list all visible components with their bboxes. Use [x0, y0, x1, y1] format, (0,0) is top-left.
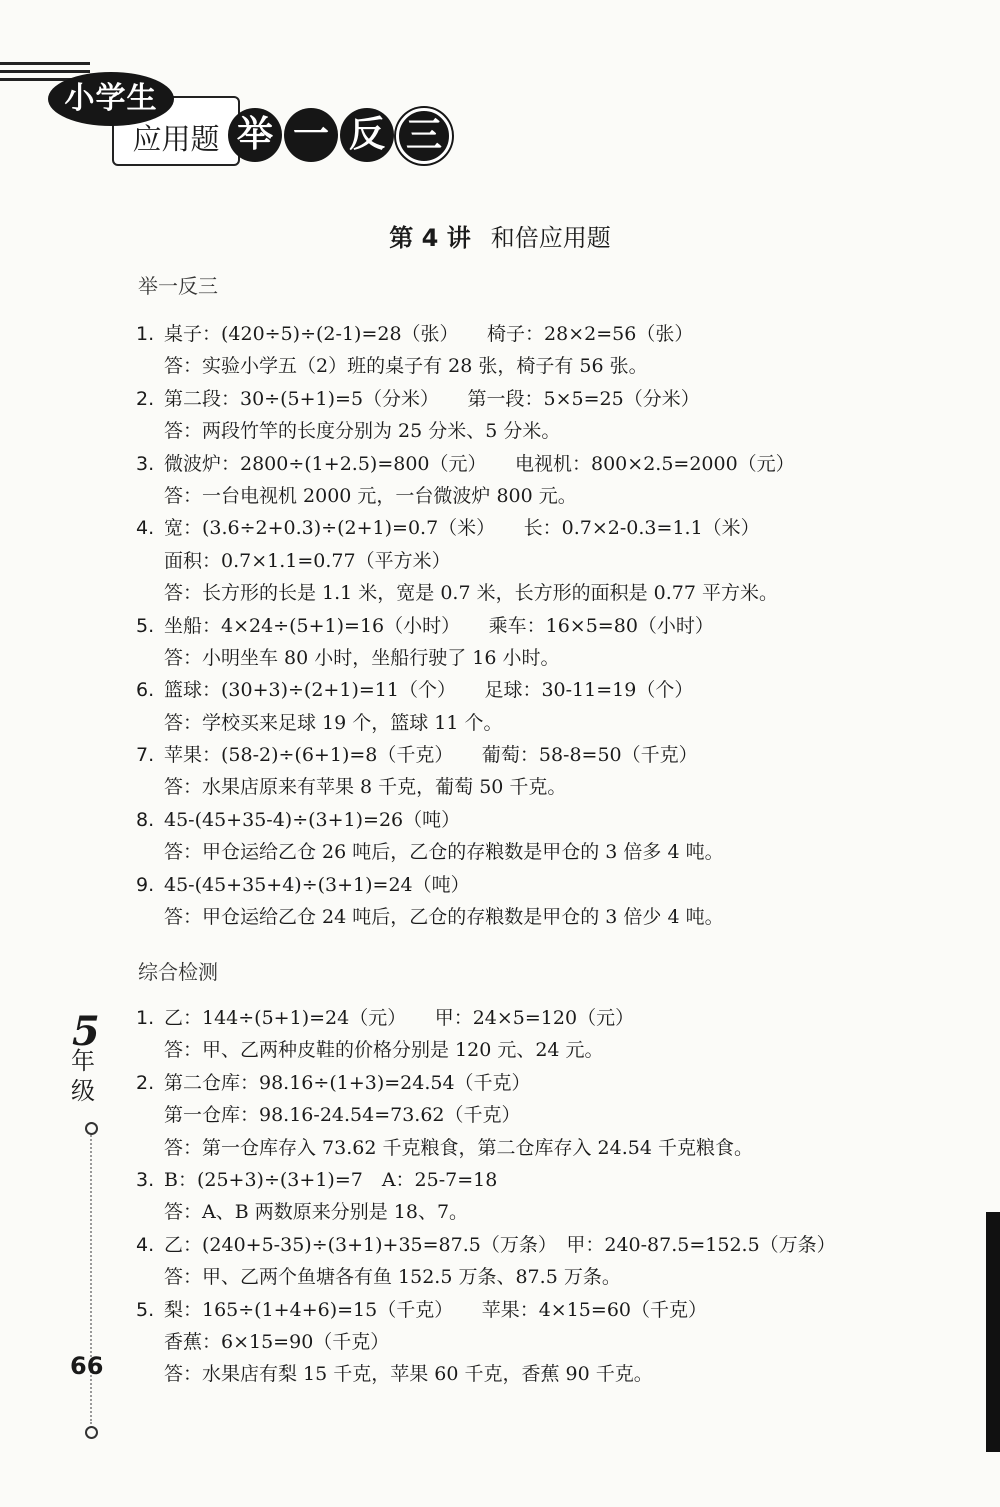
- line-text: 答：甲、乙两个鱼塘各有鱼 152.5 万条、87.5 万条。: [164, 1266, 621, 1289]
- answer-line: [136, 480, 936, 512]
- line-text: 答：第一仓库存入 73.62 千克粮食，第二仓库存入 24.54 千克粮食。: [164, 1136, 753, 1159]
- answer-line: [136, 1132, 936, 1164]
- logo-oval: 小学生: [48, 72, 174, 126]
- line-text: 答：水果店原来有苹果 8 千克，葡萄 50 千克。: [164, 776, 567, 799]
- answer-formula: [136, 610, 936, 642]
- answer-line: [136, 707, 936, 739]
- answer-formula: [136, 1294, 936, 1326]
- answer-formula: [136, 383, 936, 415]
- line-text: 坐船：4×24÷(5+1)=16（小时） 乘车：16×5=80（小时）: [164, 614, 714, 637]
- line-text: 答：实验小学五（2）班的桌子有 28 张，椅子有 56 张。: [164, 355, 648, 378]
- list-item: [136, 448, 936, 513]
- answer-formula: [136, 318, 936, 350]
- logo-box: 应用题: [112, 96, 240, 166]
- answer-formula: [136, 1164, 936, 1196]
- line-text: 第一仓库：98.16-24.54=73.62（千克）: [164, 1104, 521, 1127]
- answer-formula: [136, 512, 936, 544]
- list-item: [136, 1229, 936, 1294]
- line-text: 乙：(240+5-35)÷(3+1)+35=87.5（万条） 甲：240-87.5=152.5（万条）: [164, 1233, 836, 1256]
- section-heading: 综合检测: [138, 960, 218, 984]
- line-text: 答：一台电视机 2000 元，一台微波炉 800 元。: [164, 484, 577, 507]
- item-number: 4.: [136, 517, 155, 540]
- answer-line: [136, 1326, 936, 1358]
- page-title: [0, 218, 1000, 253]
- list-item: [136, 739, 936, 804]
- answer-formula: [136, 1229, 936, 1261]
- grade-number: 5: [72, 1008, 100, 1055]
- line-text: 答：A、B 两数原来分别是 18、7。: [164, 1201, 469, 1224]
- line-text: 45-(45+35-4)÷(3+1)=26（吨）: [164, 808, 461, 831]
- list-item: [136, 610, 936, 675]
- item-number: 5.: [136, 614, 155, 637]
- line-text: 第二段：30÷(5+1)=5（分米） 第一段：5×5=25（分米）: [164, 387, 700, 410]
- lecture-number: 第 4 讲: [389, 224, 471, 252]
- answer-line: [136, 577, 936, 609]
- line-text: 梨：165÷(1+4+6)=15（千克） 苹果：4×15=60（千克）: [164, 1298, 707, 1321]
- line-text: 篮球：(30+3)÷(2+1)=11（个） 足球：30-11=19（个）: [164, 679, 694, 702]
- answer-line: [136, 1261, 936, 1293]
- line-text: B：(25+3)÷(3+1)=7 A：25-7=18: [164, 1168, 498, 1191]
- answer-line: [136, 771, 936, 803]
- list-item: [136, 512, 936, 609]
- list-item: [136, 318, 936, 383]
- line-text: 答：甲仓运给乙仓 24 吨后，乙仓的存粮数是甲仓的 3 倍少 4 吨。: [164, 906, 724, 929]
- page-number: 66: [70, 1352, 104, 1380]
- answer-list: [136, 318, 936, 933]
- logo-circle: 一: [284, 108, 338, 162]
- answer-formula: [136, 1002, 936, 1034]
- answer-line: [136, 836, 936, 868]
- logo-circle: 反: [340, 108, 394, 162]
- answer-line: [136, 1099, 936, 1131]
- item-number: 1.: [136, 323, 155, 345]
- page-edge-shadow: [986, 1212, 1000, 1452]
- line-text: 答：甲、乙两种皮鞋的价格分别是 120 元、24 元。: [164, 1039, 604, 1062]
- answer-line: [136, 1034, 936, 1066]
- answer-line: [136, 350, 936, 382]
- list-item: [136, 1294, 936, 1391]
- list-item: [136, 674, 936, 739]
- item-number: 7.: [136, 744, 155, 767]
- line-text: 乙：144÷(5+1)=24（元） 甲：24×5=120（元）: [164, 1007, 635, 1029]
- answer-list: [136, 1002, 936, 1391]
- item-number: 5.: [136, 1298, 155, 1321]
- logo-circle: 举: [228, 108, 282, 162]
- line-text: 答：长方形的长是 1.1 米，宽是 0.7 米，长方形的面积是 0.77 平方米。: [164, 582, 778, 605]
- answer-formula: [136, 739, 936, 771]
- item-number: 8.: [136, 808, 155, 831]
- line-text: 面积：0.7×1.1=0.77（平方米）: [164, 549, 451, 572]
- list-item: [136, 804, 936, 869]
- line-text: 微波炉：2800÷(1+2.5)=800（元） 电视机：800×2.5=2000（元）: [164, 452, 795, 475]
- side-dot: [85, 1122, 98, 1135]
- line-text: 45-(45+35+4)÷(3+1)=24（吨）: [164, 873, 470, 896]
- answer-line: [136, 901, 936, 933]
- section-heading: 举一反三: [138, 274, 218, 298]
- line-text: 答：甲仓运给乙仓 26 吨后，乙仓的存粮数是甲仓的 3 倍多 4 吨。: [164, 841, 724, 864]
- answer-line: [136, 545, 936, 577]
- answer-line: [136, 642, 936, 674]
- line-text: 香蕉：6×15=90（千克）: [164, 1330, 390, 1353]
- answer-formula: [136, 674, 936, 706]
- answer-line: [136, 415, 936, 447]
- answer-line: [136, 1196, 936, 1228]
- item-number: 2.: [136, 1071, 155, 1094]
- grade-label: 年级: [71, 1047, 95, 1105]
- answer-formula: [136, 448, 936, 480]
- line-text: 答：学校买来足球 19 个，篮球 11 个。: [164, 711, 503, 734]
- line-text: 桌子：(420÷5)÷(2-1)=28（张） 椅子：28×2=56（张）: [164, 323, 694, 345]
- item-number: 2.: [136, 387, 155, 410]
- list-item: [136, 1067, 936, 1164]
- line-text: 第二仓库：98.16÷(1+3)=24.54（千克）: [164, 1071, 531, 1094]
- line-text: 答：水果店有梨 15 千克，苹果 60 千克，香蕉 90 千克。: [164, 1363, 653, 1386]
- item-number: 3.: [136, 452, 155, 475]
- list-item: [136, 383, 936, 448]
- list-item: [136, 869, 936, 934]
- line-text: 答：小明坐车 80 小时，坐船行驶了 16 小时。: [164, 646, 560, 669]
- answer-formula: [136, 869, 936, 901]
- item-number: 4.: [136, 1233, 155, 1256]
- list-item: [136, 1002, 936, 1067]
- side-dot: [85, 1426, 98, 1439]
- line-text: 苹果：(58-2)÷(6+1)=8（千克） 葡萄：58-8=50（千克）: [164, 744, 698, 767]
- item-number: 9.: [136, 873, 155, 896]
- line-text: 答：两段竹竿的长度分别为 25 分米、5 分米。: [164, 420, 561, 443]
- line-text: 宽：(3.6÷2+0.3)÷(2+1)=0.7（米） 长：0.7×2-0.3=1.1（米）: [164, 517, 760, 540]
- list-item: [136, 1164, 936, 1229]
- answer-formula: [136, 804, 936, 836]
- answer-line: [136, 1358, 936, 1390]
- lecture-topic: 和倍应用题: [490, 224, 611, 252]
- item-number: 3.: [136, 1168, 155, 1191]
- answer-formula: [136, 1067, 936, 1099]
- item-number: 1.: [136, 1007, 155, 1029]
- item-number: 6.: [136, 679, 155, 702]
- logo-circle: 三: [396, 108, 452, 164]
